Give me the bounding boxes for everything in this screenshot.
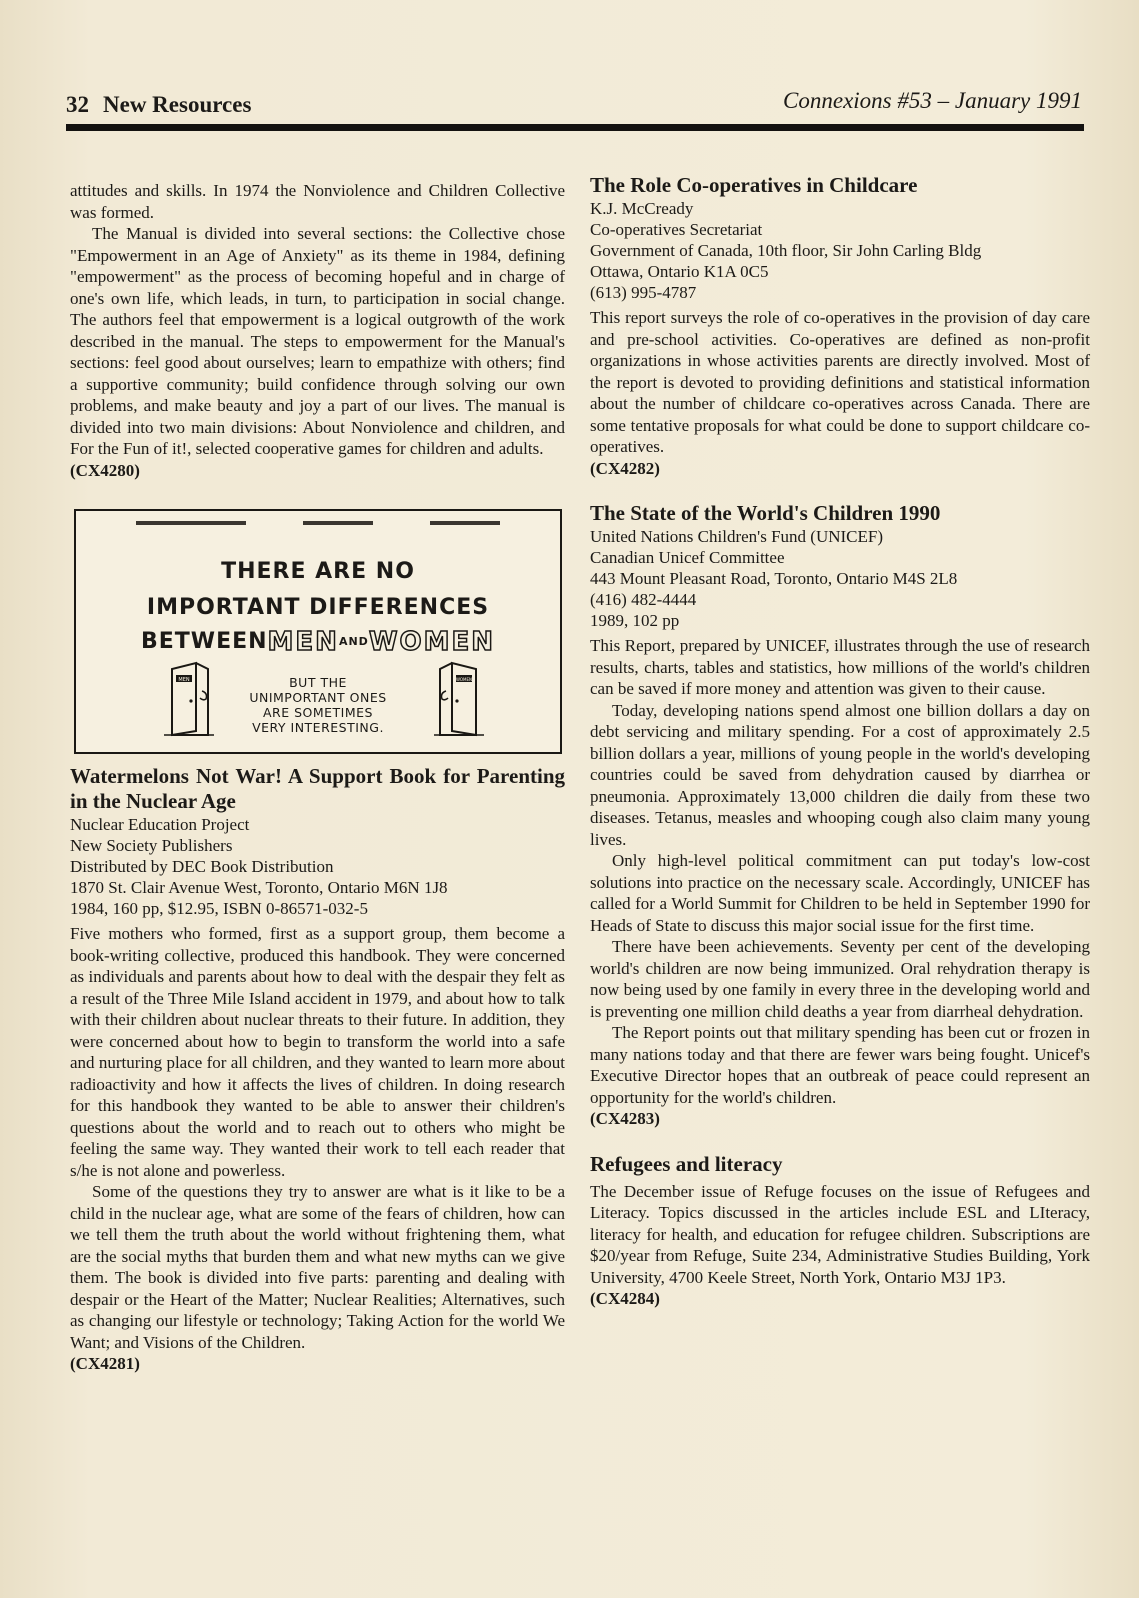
cartoon-illustration [74, 509, 562, 754]
article-paragraph: The December issue of Refuge focuses on the issue of Refugees and Literacy. Topics discussed in the articles include ESL and LIteracy, literacy for health, and education for refugee children. Subscriptions are $20/year from Refuge, Suite 234, Administrative Studies Building, York University, 4700 Keele Street, North York, Ontario M3J 1P3. [590, 1181, 1090, 1287]
article-title: The Role Co-operatives in Childcare [590, 173, 918, 197]
meta-line: Nuclear Education Project [70, 815, 250, 834]
catalog-code: (CX4280) [70, 460, 140, 480]
meta-line: K.J. McCready [590, 199, 694, 218]
cartoon-word-and: AND [338, 635, 369, 648]
meta-line: Government of Canada, 10th floor, Sir John Carling Bldg [590, 241, 982, 260]
intro-paragraph: attitudes and skills. In 1974 the Nonviolence and Children Collective was formed. [70, 181, 565, 222]
header-left [66, 92, 251, 118]
cartoon-line-3 [76, 627, 560, 657]
cartoon-credits [136, 521, 500, 527]
page-number: 32 [66, 92, 89, 117]
caption-line: VERY INTERESTING. [252, 720, 384, 735]
cartoon-between: BETWEEN [141, 629, 268, 654]
cartoon-word-men: MEN [267, 627, 339, 657]
article-meta [590, 198, 1090, 303]
catalog-code: (CX4281) [70, 1354, 140, 1373]
caption-line: ARE SOMETIMES [262, 705, 373, 720]
women-door-sign: WOMEN [455, 677, 473, 682]
meta-line: 1984, 160 pp, $12.95, ISBN 0-86571-032-5 [70, 899, 368, 918]
article-meta [70, 814, 565, 919]
catalog-code: (CX4283) [590, 1109, 660, 1128]
meta-line: Canadian Unicef Committee [590, 548, 785, 567]
section-title: New Resources [103, 92, 252, 117]
meta-line: Ottawa, Ontario K1A 0C5 [590, 262, 769, 281]
article-title: The State of the World's Children 1990 [590, 501, 941, 525]
meta-line: (416) 482-4444 [590, 590, 697, 609]
intro-paragraph: The Manual is divided into several sections: the Collective chose "Empowerment in an Age of Anxiety" as its theme in 1984, defining "empowerment" as the process of becoming hopeful and in charge of one's own life, which leads, in turn, to participation in social change. The authors feel that empowerment is a logical outgrowth of the work described in the manual. The steps to empowerment for the Manual's sections: feel good about ourselves; learn to empathize with others; find a supportive community; build confidence through solving our own problems, and make beauty and joy a part of our lives. The manual is divided into two main divisions: About Nonviolence and children, and For the Fun of it!, selected cooperative games for children and adults. [70, 224, 565, 458]
men-door-sign: MEN [178, 677, 190, 683]
article-title: Refugees and literacy [590, 1151, 783, 1176]
catalog-code: (CX4284) [590, 1289, 660, 1308]
cartoon-line-1: THERE ARE NO [221, 559, 415, 584]
meta-line: Distributed by DEC Book Distribution [70, 857, 334, 876]
meta-line: United Nations Children's Fund (UNICEF) [590, 527, 883, 546]
article-paragraph: There have been achievements. Seventy per cent of the developing world's children are now being immunized. Oral rehydration therapy is now being used by one family in every three in the developing world and is preventing one million child deaths a year from diarrheal dehydration. [590, 937, 1090, 1021]
right-column [590, 173, 1090, 1310]
meta-line: New Society Publishers [70, 836, 233, 855]
article-paragraph: Five mothers who formed, first as a support group, them become a book-writing collective, produced this handbook. They were concerned as individuals and parents about how to deal with the despair they felt as a result of the Three Mile Island accident in 1979, and about how to talk with their children about nuclear threats to their future. In addition, they were concerned about how to begin to transform the world into a safe and nurturing place for all children, and they wanted to learn more about radioactivity and how it affects the lives of children. In doing research for this handbook they wanted to be able to answer their children's questions about the world and to reach out to others who might be feeling the same way. They wanted their work to tell each reader that s/he is not alone and powerless. [70, 924, 565, 1180]
header-rule [66, 124, 1084, 131]
cartoon-caption [76, 675, 560, 735]
article-paragraph: The Report points out that military spending has been cut or frozen in many nations today and that there are fewer wars being fought. Unicef's Executive Director hopes that an outbreak of peace could represent an opportunity for the world's children. [590, 1023, 1090, 1107]
article-meta [590, 526, 1090, 631]
article-paragraph: This report surveys the role of co-operatives in the provision of day care and pre-school activities. Co-operatives are defined as non-profit organizations in whose activities parents are directly involved. Most of the report is devoted to providing definitions and statistical information about the number of childcare co-operatives across Canada. There are some tentative proposals for what could be done to support childcare co-operatives. [590, 308, 1090, 456]
meta-line: (613) 995-4787 [590, 283, 697, 302]
meta-line: 443 Mount Pleasant Road, Toronto, Ontario M4S 2L8 [590, 569, 958, 588]
article-paragraph: Only high-level political commitment can put today's low-cost solutions into practice on the necessary scale. Accordingly, UNICEF has called for a World Summit for Children to be held in September 1990 for Heads of State to discuss this major social issue for the first time. [590, 851, 1090, 935]
article-paragraph: Today, developing nations spend almost one billion dollars a day on debt servicing and military spending. For a cost of approximately 2.5 billion dollars a year, millions of young people in the world's developing countries could be saved from dehydration caused by diarrhea or pneumonia. Approximately 13,000 children die daily from these two diseases. Tetanus, measles and whooping cough also claim many young lives. [590, 700, 1090, 849]
page-header [66, 88, 1084, 124]
caption-line: BUT THE [289, 675, 347, 690]
publication-title: Connexions #53 – January 1991 [783, 88, 1082, 113]
meta-line: 1870 St. Clair Avenue West, Toronto, Ontario M6N 1J8 [70, 878, 448, 897]
cartoon-word-women: WOMEN [368, 627, 495, 657]
left-column [70, 180, 565, 1375]
caption-line: UNIMPORTANT ONES [249, 690, 387, 705]
article-title: Watermelons Not War! A Support Book for Parenting in the Nuclear Age [70, 764, 565, 813]
cartoon-line-2: IMPORTANT DIFFERENCES [146, 595, 490, 620]
meta-line: 1989, 102 pp [590, 611, 680, 630]
article-paragraph: This Report, prepared by UNICEF, illustrates through the use of research results, charts, tables and statistics, how millions of the world's children can be saved if more money and attention was given to their cause. [590, 636, 1090, 698]
catalog-code: (CX4282) [590, 458, 660, 478]
meta-line: Co-operatives Secretariat [590, 220, 763, 239]
article-paragraph: Some of the questions they try to answer are what is it like to be a child in the nuclear age, what are some of the fears of children, how can we tell them the truth about the world without frightening them, what are the social myths that burden them and what new myths can we give them. The book is divided into five parts: parenting and dealing with despair or the Heart of the Matter; Nuclear Realities; Alternatives, such as changing our lifestyle or technology; Taking Action for the world We Want; and Visions of the Children. [70, 1182, 565, 1352]
